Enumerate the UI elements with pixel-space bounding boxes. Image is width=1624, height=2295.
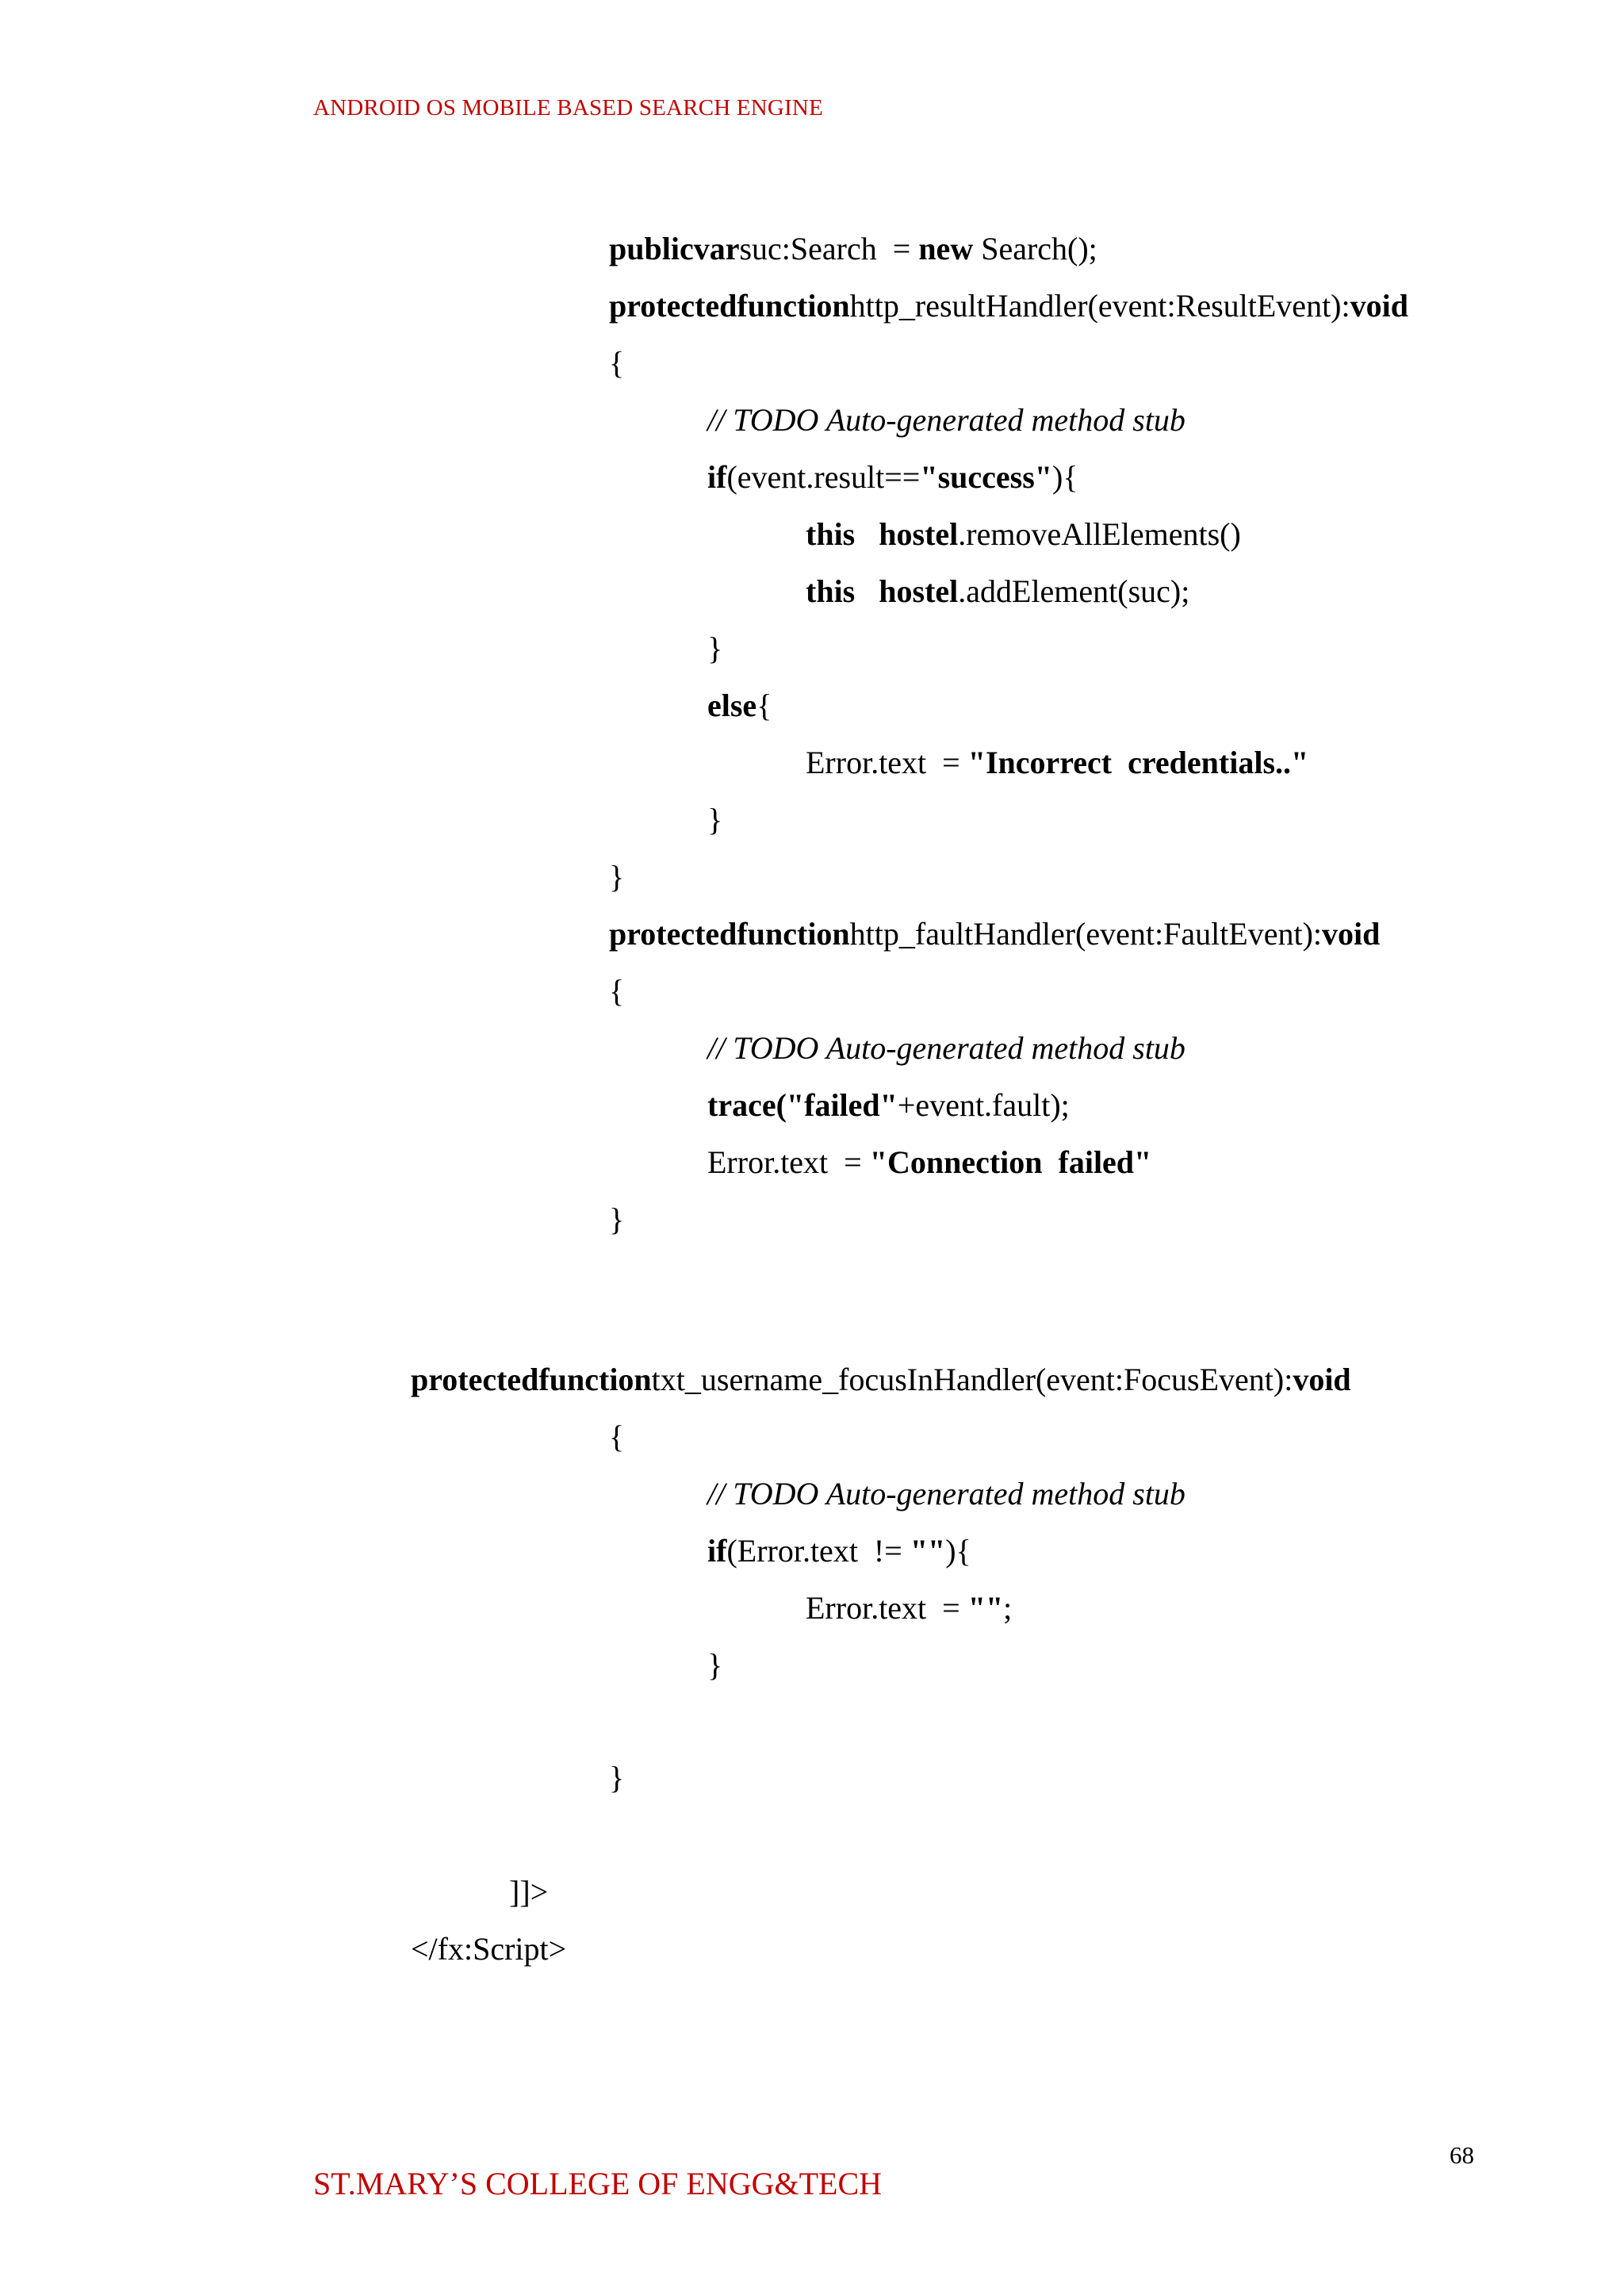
code-line: this hostel.removeAllElements() — [806, 516, 1241, 552]
code-line: { — [609, 1419, 625, 1454]
code-line: } — [707, 630, 723, 666]
code-comment: // TODO Auto-generated method stub — [707, 402, 1185, 438]
code-line: } — [609, 859, 625, 895]
code-line: if(Error.text != ""){ — [707, 1533, 971, 1569]
code-line: publicvarsuc:Search = new Search(); — [609, 231, 1097, 266]
code-line: { — [609, 345, 625, 381]
code-line: } — [609, 1760, 625, 1795]
code-line: } — [609, 1201, 625, 1237]
code-line: { — [609, 973, 625, 1009]
code-comment: // TODO Auto-generated method stub — [707, 1030, 1185, 1066]
code-comment: // TODO Auto-generated method stub — [707, 1476, 1185, 1511]
code-line: </fx:Script> — [411, 1931, 567, 1967]
code-line: else{ — [707, 688, 772, 723]
code-line: protectedfunctiontxt_username_focusInHandler(event:FocusEvent):void — [411, 1362, 1351, 1397]
page-footer-college: ST.MARY’S COLLEGE OF ENGG&TECH — [313, 2166, 883, 2201]
code-line: } — [707, 802, 723, 837]
code-line: Error.text = ""; — [806, 1590, 1013, 1626]
code-line: trace("failed"+event.fault); — [707, 1087, 1070, 1123]
page-number: 68 — [1450, 2141, 1474, 2169]
code-line: ]]> — [509, 1874, 549, 1910]
page-header-title: ANDROID OS MOBILE BASED SEARCH ENGINE — [313, 95, 823, 121]
code-line: Error.text = "Connection failed" — [707, 1144, 1152, 1180]
code-line: this hostel.addElement(suc); — [806, 573, 1190, 609]
code-line: } — [707, 1647, 723, 1683]
code-line: if(event.result=="success"){ — [707, 459, 1078, 495]
code-line: protectedfunctionhttp_faultHandler(event:FaultEvent):void — [609, 916, 1381, 952]
code-line: protectedfunctionhttp_resultHandler(event:ResultEvent):void — [609, 288, 1408, 324]
code-line: Error.text = "Incorrect credentials.." — [806, 745, 1309, 780]
